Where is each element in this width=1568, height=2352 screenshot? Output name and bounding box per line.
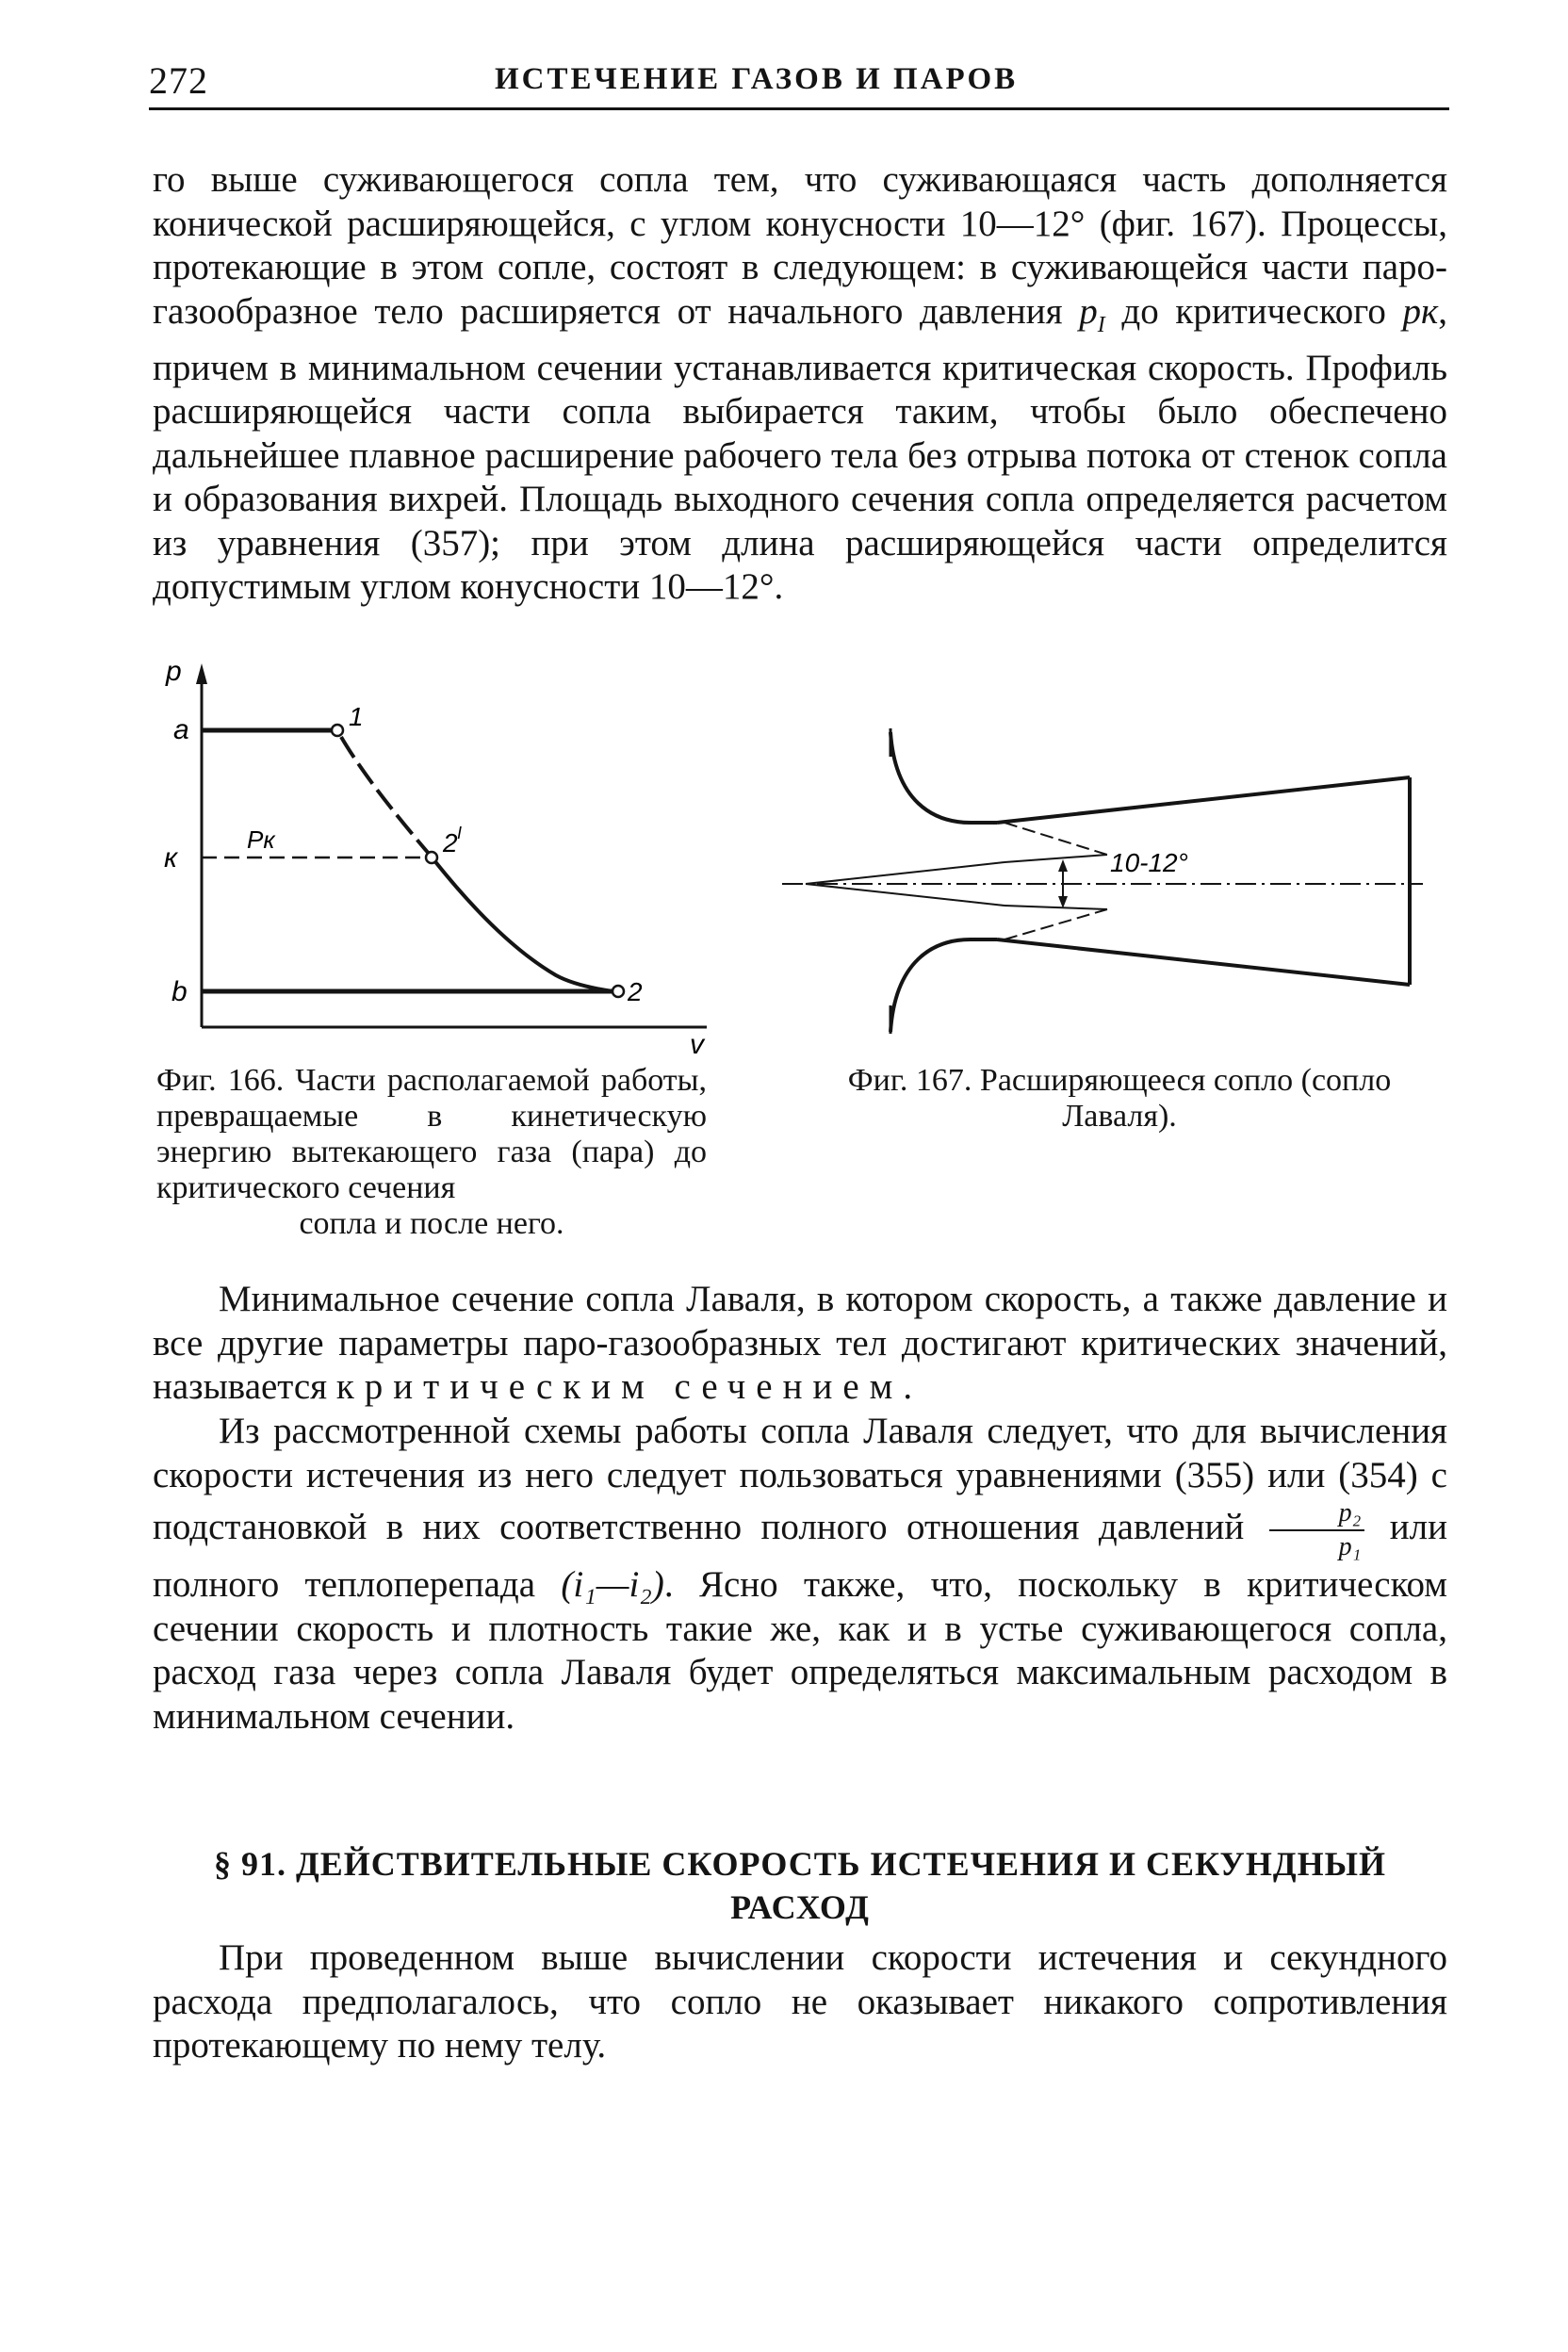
- curve-2prime-to-2: [433, 859, 612, 991]
- figure-167-caption: Фиг. 167. Расширяющееся сопло (сопло Лаваля).: [847, 1063, 1392, 1134]
- point-label-1: 1: [349, 702, 364, 731]
- figure-166-pv-diagram: [160, 650, 726, 1055]
- axis-label-v: v: [690, 1029, 704, 1055]
- point-2prime: [426, 852, 437, 863]
- section-title: § 91. ДЕЙСТВИТЕЛЬНЫЕ СКОРОСТЬ ИСТЕЧЕНИЯ И СЕКУНДНЫЙ РАСХОД: [214, 1845, 1386, 1926]
- angle-arrow-down: [1058, 896, 1068, 908]
- figure-167-laval-nozzle: [782, 711, 1442, 1051]
- point-1: [332, 725, 343, 736]
- header-rule: [149, 107, 1449, 110]
- nozzle-inlet-upper: [890, 732, 997, 823]
- term-critical-section: критическим сечением: [335, 1366, 904, 1407]
- nozzle-inlet-lower: [890, 939, 997, 1032]
- angle-label: 10-12°: [1110, 848, 1188, 877]
- point-label-2: 2: [628, 977, 643, 1006]
- paragraph-4: При проведенном выше вычислении скорости истечения и секундного расхода предполагалось, что сопло не оказывает никакого сопротивления протекающему по нему телу.: [153, 1937, 1447, 2066]
- p-axis-arrow: [196, 663, 207, 684]
- axis-label-p: p: [166, 656, 182, 687]
- angle-arm-upper: [1004, 855, 1107, 862]
- paragraph-2: Минимальное сечение сопла Лаваля, в котором скорость, а также давление и все другие параметры паро-газообразных тел достигают критических значений, называется критическим сечением.: [153, 1279, 1447, 1407]
- point-label-2prime: 2: [443, 828, 458, 858]
- figure-166-caption: Фиг. 166. Части располагаемой работы, превращаемые в кинетическую энергию вытекающего газа (пара) до критического сечения сопла и после него.: [156, 1063, 707, 1241]
- angle-arrow-up: [1058, 859, 1068, 872]
- nozzle-wall-upper: [997, 777, 1410, 823]
- cone-line-lower: [806, 884, 1004, 906]
- nozzle-wall-lower: [997, 939, 1410, 985]
- symbol-p1: $p_I$: [1079, 290, 1105, 337]
- angle-leader-lower: [1004, 909, 1107, 939]
- level-label-b: b: [172, 976, 188, 1007]
- symbol-pk: pк: [1402, 290, 1439, 332]
- level-label-a: a: [173, 714, 189, 745]
- paragraph-1: го выше суживающегося сопла тем, что суживающаяся часть дополняется конической расширяющейся, с углом конусности 10—12° (фиг. 167). Процессы, протекающие в этом сопле, состоят в следующем: в суживающейся части паро-газообразное тело расширяется от начального давления $p_I$ до критического pк, причем в минимальном сечении устанавливается критическая скорость. Профиль расширяющейся части сопла выбирается таким, чтобы было обеспечено дальнейшее плавное расширение рабочего тела без отрыва потока от стенок сопла и образования вихрей. Площадь выходного сечения сопла определяется расчетом из уравнения (357); при этом длина расширяющейся части определится допустимым углом конусности 10—12°.: [153, 159, 1447, 608]
- angle-leader-upper: [1004, 823, 1107, 855]
- pressure-ratio-fraction: $\frac{\text{p₂}}{\text{p₁}}$: [1269, 1497, 1365, 1563]
- angle-arm-lower: [1004, 906, 1107, 909]
- point-2: [612, 986, 624, 997]
- curve-1-to-2prime: [341, 737, 430, 855]
- running-title: ИСТЕЧЕНИЕ ГАЗОВ И ПАРОВ: [495, 62, 1019, 96]
- point-label-2prime-sup: I: [457, 824, 463, 842]
- page-number: 272: [149, 59, 208, 102]
- cone-line-upper: [806, 862, 1004, 884]
- level-label-k: к: [164, 842, 178, 874]
- enthalpy-drop-formula: (i₁—i₂): [561, 1564, 664, 1605]
- pk-label: Pк: [247, 825, 275, 854]
- paragraph-3: Из рассмотренной схемы работы сопла Лаваля следует, что для вычисления скорости истечения из него следует пользоваться уравнениями (355) или (354) с подстановкой в них соответственно полного отношения давлений $\frac{\text{p₂}}{\text{p₁}}$ или полного теплоперепада (i₁—i₂). Ясно также, что, поскольку в критическом сечении скорость и плотность такие же, как и в устье суживающегося сопла, расход газа через сопла Лаваля будет определяться максимальным расходом в минимальном сечении.: [153, 1411, 1447, 1737]
